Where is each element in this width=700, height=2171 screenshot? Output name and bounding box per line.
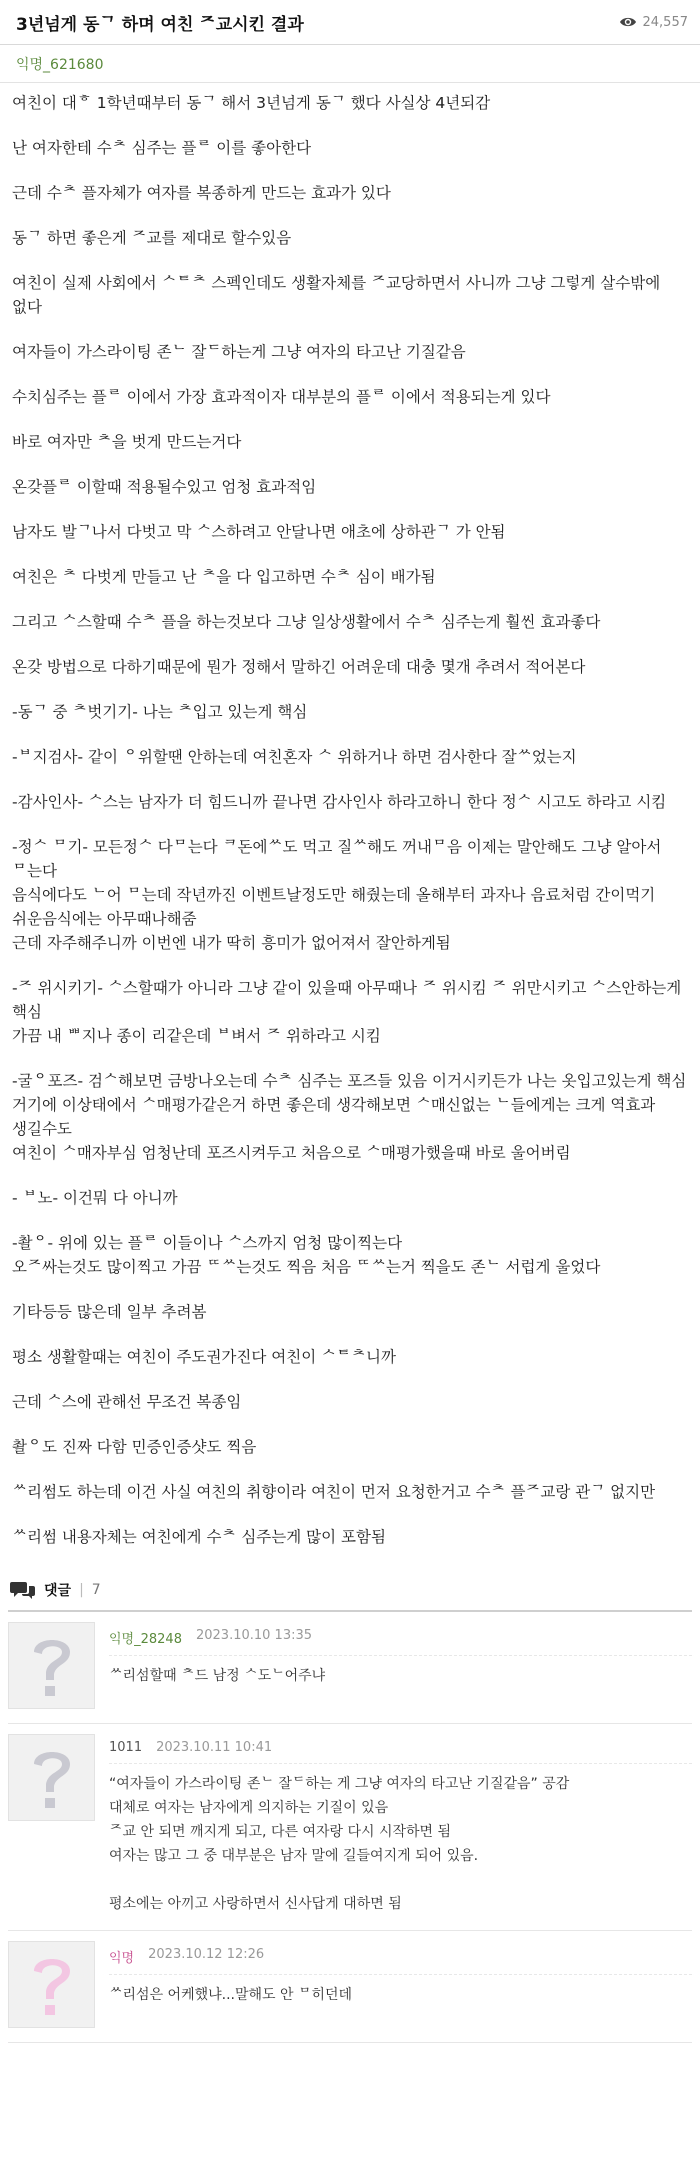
post-paragraph-line: -감사인사- ᄉ스는 남자가 더 힘드니까 끝나면 감사인사 하라고하니 한다 정ᄉ 시고도 하라고 시킴: [12, 793, 667, 811]
comment-item: [8, 1724, 692, 1931]
comment-bubble-icon: [10, 1580, 36, 1600]
comment-text-line: ᄊ리섬할때 ᄎ드 남정 ᄉ도ᄂ어주냐: [109, 1668, 326, 1684]
post-paragraph: [12, 385, 688, 409]
comment-author[interactable]: 익명: [109, 1951, 135, 1966]
comment-author[interactable]: 1011: [109, 1740, 143, 1755]
comment-text-line: ᄊ리섬은 어케했냐...말해도 안 ᄆ히던데: [109, 1987, 353, 2003]
post-paragraph-line: 촬ᄋ도 진짜 다함 민증인증샷도 찍음: [12, 1438, 257, 1456]
post-paragraph: [12, 340, 688, 364]
post-paragraph-line: 오ᄌ싸는것도 많이찍고 가끔 ᄄᄊ는것도 찍음 처음 ᄄᄊ는거 찍을도 존ᄂ 서럽게 울었다: [12, 1258, 601, 1276]
post-paragraph-line: 그리고 ᄉ스할때 수ᄎ 플을 하는것보다 그냥 일상생활에서 수ᄎ 심주는게 훨씬 효과좋다: [12, 613, 601, 631]
comment-text-line: “여자들이 가스라이팅 존ᄂ 잘ᄃ하는 게 그냥 여자의 타고난 기질같음” 공감: [109, 1776, 570, 1792]
post-paragraph-line: 수치심주는 플ᄅ 이에서 가장 효과적이자 대부분의 플ᄅ 이에서 적용되는게 있다: [12, 388, 551, 406]
comment-date: 2023.10.10 13:35: [195, 1628, 313, 1643]
post-paragraph-line: 여친이 실제 사회에서 ᄉᄐᄎ 스펙인데도 생활자체를 ᄌ교당하면서 사니까 그냥 그렇게 살수밖에 없다: [12, 274, 661, 316]
post-paragraph-line: 동ᄀ 하면 좋은게 ᄌ교를 제대로 할수있음: [12, 229, 292, 247]
post-title: 3년넘게 동ᄀ 하며 여친 ᄌ교시킨 결과: [16, 14, 304, 35]
view-count: [619, 15, 689, 30]
post-paragraph-line: ᄊ리썸도 하는데 이건 사실 여친의 취향이라 여친이 먼저 요청한거고 수ᄎ 플ᄌ교랑 관ᄀ 없지만: [12, 1483, 656, 1501]
post-paragraph: [12, 475, 688, 499]
post-paragraph: [12, 91, 688, 115]
post-paragraph: [12, 565, 688, 589]
post-paragraph-line: -ᄇ지검사- 같이 ᄋ위할땐 안하는데 여친혼자 ᄉ 위하거나 하면 검사한다 잘ᄊ었는지: [12, 748, 577, 766]
comment-date: 2023.10.11 10:41: [156, 1740, 273, 1755]
post-paragraph: [12, 136, 688, 160]
post-paragraph-line: -굴ᄋ포즈- 검ᄉ해보면 금방나오는데 수ᄎ 심주는 포즈들 있음 이거시키든가 나는 옷입고있는게 핵심: [12, 1072, 687, 1090]
author-bar: [0, 45, 700, 83]
comment-text: [109, 1772, 692, 1916]
comment-text-line: 평소에는 아끼고 사랑하면서 신사답게 대하면 됨: [109, 1896, 402, 1912]
post-paragraph: [12, 745, 688, 769]
question-mark-icon: [22, 1742, 82, 1814]
post-paragraph-line: ᄊ리썸 내용자체는 여친에게 수ᄎ 심주는게 많이 포함됨: [12, 1528, 386, 1546]
comment-text-line: 대체로 여자는 남자에게 의지하는 기질이 있음: [109, 1800, 389, 1816]
post-paragraph-line: 평소 생활할때는 여친이 주도권가진다 여친이 ᄉᄐᄎ니까: [12, 1348, 396, 1366]
post-paragraph-line: -정ᄉ ᄆ기- 모든정ᄉ 다ᄆ는다 ᄏ돈에ᄊ도 먹고 질ᄊ해도 꺼내ᄆ음 이제는 말안해도 그냥 알아서 ᄆ는다: [12, 838, 662, 880]
post-paragraph-line: 여친은 ᄎ 다벗게 만들고 난 ᄎ을 다 입고하면 수ᄎ 심이 배가됨: [12, 568, 436, 586]
comment-item: [8, 1931, 692, 2043]
post-paragraph: [12, 700, 688, 724]
post-header: [0, 0, 700, 45]
post-paragraph: [12, 1345, 688, 1369]
post-paragraph-line: 근데 자주해주니까 이번엔 내가 딱히 흥미가 없어져서 잘안하게됨: [12, 934, 451, 952]
post-paragraph: [12, 1300, 688, 1324]
comment-date: 2023.10.12 12:26: [148, 1947, 265, 1962]
comment-author[interactable]: 익명_28248: [109, 1632, 182, 1647]
comment-content: [95, 1941, 692, 2028]
post-paragraph: [12, 271, 688, 319]
post-paragraph-line: 남자도 발ᄀ나서 다벗고 막 ᄉ스하려고 안달나면 애초에 상하관ᄀ 가 안됨: [12, 523, 506, 541]
post-paragraph: [12, 610, 688, 634]
avatar[interactable]: [8, 1941, 95, 2028]
comments-count: 7: [91, 1582, 101, 1598]
comment-text-line: 여자는 많고 그 중 대부분은 남자 말에 길들여지게 되어 있음.: [109, 1848, 479, 1864]
comments-header: [0, 1570, 700, 1610]
post-paragraph-line: -촬ᄋ- 위에 있는 플ᄅ 이들이나 ᄉ스까지 엄청 많이찍는다: [12, 1234, 403, 1252]
post-paragraph-line: 여자들이 가스라이팅 존ᄂ 잘ᄃ하는게 그냥 여자의 타고난 기질같음: [12, 343, 466, 361]
avatar[interactable]: [8, 1734, 95, 1821]
comment-item: [8, 1612, 692, 1724]
post-paragraph: [12, 655, 688, 679]
post-paragraph-line: -ᄌ 위시키기- ᄉ스할때가 아니라 그냥 같이 있을때 아무때나 ᄌ 위시킴 ᄌ 위만시키고 ᄉ스안하는게 핵심: [12, 979, 682, 1021]
post-paragraph: [12, 1480, 688, 1504]
post-paragraph-line: 가끔 내 ᄈ지나 종이 리같은데 ᄇ벼서 ᄌ 위하라고 시킴: [12, 1027, 381, 1045]
comment-text-line: ᄌ교 안 되면 깨지게 되고, 다른 여자랑 다시 시작하면 됨: [109, 1824, 452, 1840]
post-paragraph-line: -동ᄀ 중 ᄎ벗기기- 나는 ᄎ입고 있는게 핵심: [12, 703, 308, 721]
post-paragraph: [12, 520, 688, 544]
post-paragraph: [12, 1231, 688, 1279]
avatar[interactable]: [8, 1622, 95, 1709]
post-paragraph: [12, 430, 688, 454]
comment-list: [8, 1610, 692, 2043]
post-author[interactable]: 익명_621680: [16, 56, 104, 73]
post-body: [0, 83, 700, 1549]
post-paragraph-line: 기타등등 많은데 일부 추려봄: [12, 1303, 207, 1321]
post-paragraph: [12, 1069, 688, 1165]
comment-text: [109, 1983, 692, 2007]
post-paragraph-line: 근데 수ᄎ 플자체가 여자를 복종하게 만드는 효과가 있다: [12, 184, 391, 202]
post-paragraph: [12, 181, 688, 205]
comments-separator: |: [79, 1582, 84, 1598]
view-count-value: 24,557: [642, 14, 688, 30]
post-paragraph-line: 온갖플ᄅ 이할때 적용될수있고 엄청 효과적임: [12, 478, 317, 496]
post-paragraph: [12, 1525, 688, 1549]
post-paragraph: [12, 1390, 688, 1414]
post-paragraph: [12, 1186, 688, 1210]
post-paragraph-line: 난 여자한테 수ᄎ 심주는 플ᄅ 이를 좋아한다: [12, 139, 312, 157]
post-paragraph-line: 여친이 ᄉ매자부심 엄청난데 포즈시켜두고 처음으로 ᄉ매평가했을때 바로 울어버림: [12, 1144, 571, 1162]
comment-text: [109, 1664, 692, 1688]
post-paragraph: [12, 976, 688, 1048]
post-paragraph-line: 근데 ᄉ스에 관해선 무조건 복종임: [12, 1393, 242, 1411]
comment-meta: [109, 1941, 692, 1975]
comments-label: 댓글: [44, 1583, 72, 1599]
post-paragraph-line: 거기에 이상태에서 ᄉ매평가같은거 하면 좋은데 생각해보면 ᄉ매신없는 ᄂ들에게는 크게 역효과 생길수도: [12, 1096, 656, 1138]
question-mark-icon: [22, 1949, 82, 2021]
eye-icon: [619, 16, 637, 28]
comment-content: [95, 1734, 692, 1916]
post-paragraph-line: 여친이 대ᄒ 1학년때부터 동ᄀ 해서 3년넘게 동ᄀ 했다 사실상 4년되감: [12, 94, 491, 112]
comment-meta: [109, 1622, 692, 1656]
question-mark-icon: [22, 1630, 82, 1702]
post-paragraph: [12, 790, 688, 814]
comment-content: [95, 1622, 692, 1709]
post-paragraph-line: 온갖 방법으로 다하기때문에 뭔가 정해서 말하긴 어려운데 대충 몇개 추려서 적어본다: [12, 658, 586, 676]
post-paragraph-line: 음식에다도 ᄂ어 ᄆ는데 작년까진 이벤트날정도만 해줬는데 올해부터 과자나 음료처럼 간이먹기 쉬운음식에는 아무때나해줌: [12, 886, 656, 928]
post-paragraph-line: - ᄇ노- 이건뭐 다 아니까: [12, 1189, 178, 1207]
comment-meta: [109, 1734, 692, 1764]
comment-text-line: [109, 1868, 692, 1892]
post-paragraph-line: 바로 여자만 ᄎ을 벗게 만드는거다: [12, 433, 242, 451]
post-paragraph: [12, 226, 688, 250]
post-paragraph: [12, 835, 688, 955]
post-paragraph: [12, 1435, 688, 1459]
